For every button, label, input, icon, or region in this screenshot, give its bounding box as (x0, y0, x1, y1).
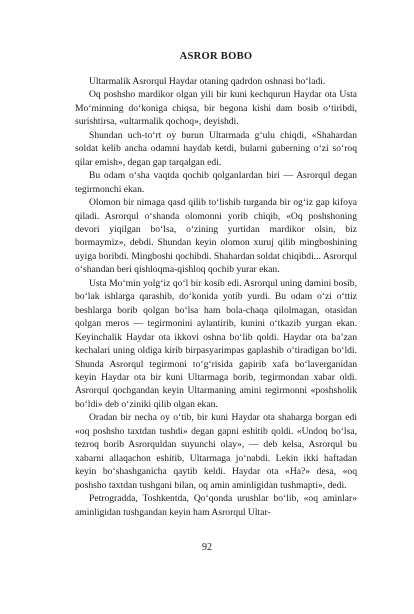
chapter-title: ASROR BOBO (179, 51, 253, 62)
book-page (75, 50, 357, 519)
paragraph-5: Olomon bir nimaga qasd qilib to‘lishib turganda bir og‘iz gap kifoya qiladi. Asrorqul o‘shanda olomonni yorib chiqib, «Oq poshshoning devori yiqilgan bo‘lsa, o‘zining yurtidan mardikor olsin, biz bormaymiz», debdi. Shundan keyin olomon xuruj qilib mingboshining uyiga boribdi. Mingboshi qochibdi. Shahardan soldat chiqibdi... Asrorqul o‘shandan beri qishloqma-qishloq qochib yurar ekan. (75, 197, 357, 276)
paragraph-4: Bu odam o‘sha vaqtda qochib qolganlardan biri — Asrorqul degan tegirmonchi ekan. (75, 170, 357, 195)
paragraph-3: Shundan uch-to‘rt oy burun Ultarmada g‘ulu chiqdi, «Shahardan soldat kelib ancha odamni haydab ketdi, bularni guberning o‘zi so‘roq qilar emish», degan gap tarqalgan edi. (75, 129, 357, 168)
paragraph-7: Oradan bir necha oy o‘tib, bir kuni Haydar ota shaharga borgan edi «oq poshsho taxtdan tushdi» degan gapni eshitib qoldi. «Undoq bo‘lsa, tezroq borib Asrorquldan suyunchi olay», — deb kelsa, Asrorqul bu xabarni allaqachon eshitib, Ultarmaga jo‘nabdi. Lekin ikki haftadan keyin bo‘shashganicha qaytib keldi. Haydar ota «Ha?» desa, «oq poshsho taxtdan tushgani bilan, oq amin aminligidan tushmapti», dedi. (75, 412, 357, 491)
paragraph-6: Usta Mo‘min yolg‘iz qo‘l bir kosib edi. Asrorqul uning damini bosib, bo‘lak ishlarga qarashib, do‘konida yotib yurdi. Bu odam o‘zi o‘ttiz beshlarga borib qolgan bo‘lsa ham bola-chaqa qilolmagan, otasidan qolgan meros — tegirmonini aylantirib, kunini o‘tkazib yurgan ekan. Keyinchalik Haydar ota ikkovi oshna bo‘lib qoldi. Haydar ota ba’zan kechalari uning oldiga kirib birpasyarimpas gaplashib o‘tiradigan bo‘ldi. Shunda Asrorqul tegirmoni to‘g‘risida gapirib xafa bo‘laverganidan keyin Haydar ota bir kuni Ultarmaga borib, tegirmondan xabar oldi. Asrorqul qochgandan keyin Ultarmaning amini tegirmonni «poshsholik bo‘ldi» deb o‘ziniki qilib olgan ekan. (75, 277, 357, 410)
page-number: 92 (202, 542, 212, 553)
paragraph-1: Ultarmalik Asrorqul Haydar otaning qadrdon oshnasi bo‘ladi. (89, 76, 326, 87)
paragraph-8: Petrogradda, Toshkentda, Qo‘qonda urushlar bo‘lib, «oq aminlar» aminligidan tushgandan keyin ham Asrorqul Ultar- (75, 493, 357, 518)
paragraph-2: Oq poshsho mardikor olgan yili bir kuni kechqurun Haydar ota Usta Mo‘minning do‘koniga chiqsa, bir begona kishi dam bosib o‘tiribdi, surishtirsa, «ultarmalik qochoq», deyishdi. (75, 89, 357, 128)
